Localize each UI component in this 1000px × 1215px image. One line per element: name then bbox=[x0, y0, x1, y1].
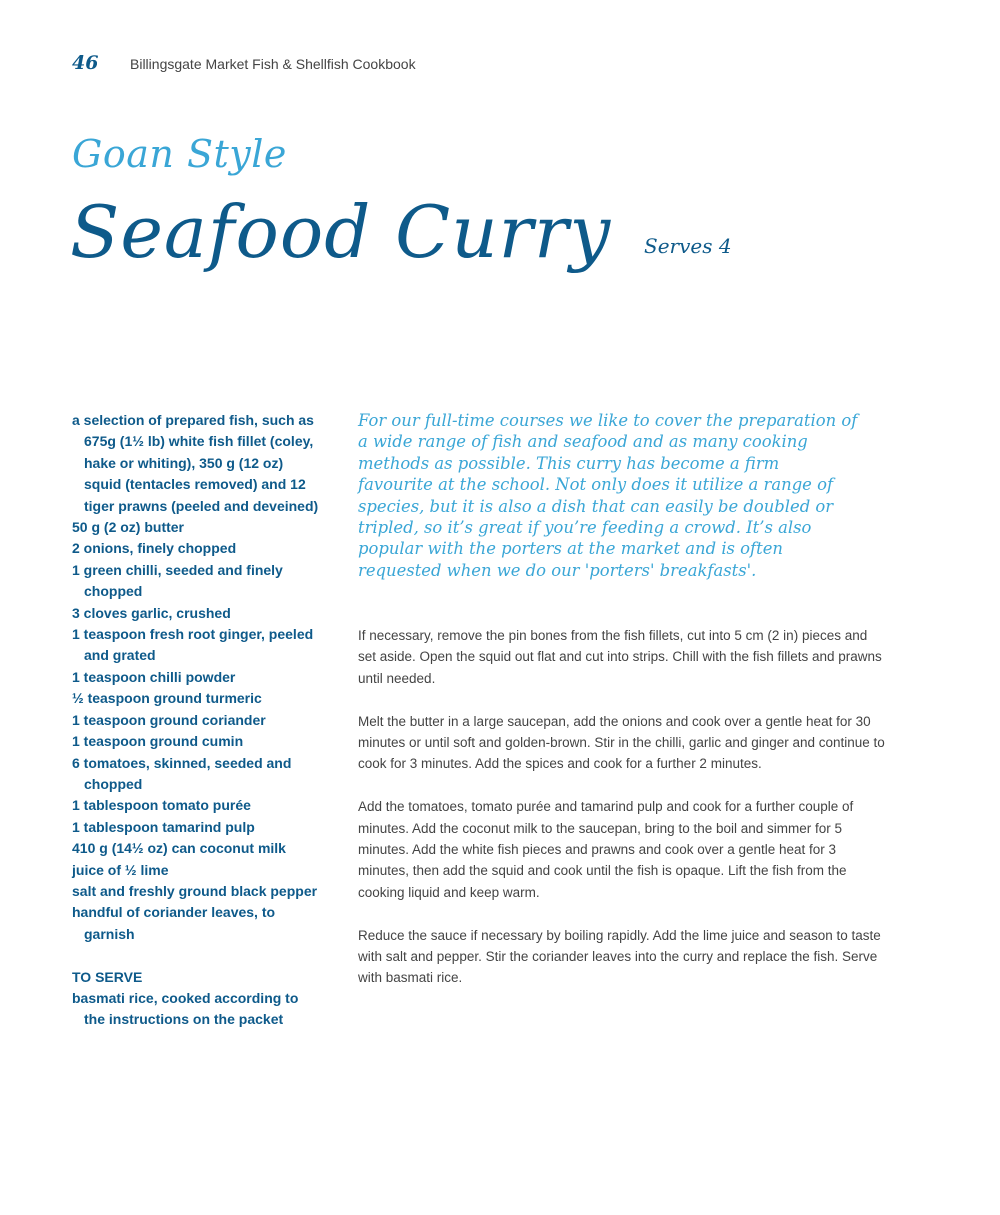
ingredient-item: 1 teaspoon ground cumin bbox=[72, 733, 244, 750]
ingredient-item: 1 tablespoon tomato purée bbox=[72, 797, 251, 814]
to-serve-heading: TO SERVE bbox=[72, 968, 143, 985]
ingredient-item: salt and freshly ground black pepper bbox=[72, 882, 318, 899]
method-steps bbox=[358, 625, 888, 1010]
ingredient-item: 2 onions, finely chopped bbox=[72, 540, 237, 557]
to-serve-item: basmati rice, cooked according to the instructions on the packet bbox=[72, 989, 299, 1028]
ingredient-item: a selection of prepared fish, such as 675g (1½ lb) white fish fillet (coley, hake or whiting), 350 g (12 oz) squid (tentacles removed) and 12 tiger prawns (peeled and deveined) bbox=[72, 412, 319, 514]
ingredient-item: juice of ½ lime bbox=[72, 861, 169, 878]
method-step: If necessary, remove the pin bones from the fish fillets, cut into 5 cm (2 in) pieces and set aside. Open the squid out flat and cut into strips. Chill with the fish fillets and prawns until needed. bbox=[358, 628, 882, 686]
ingredient-item: 1 green chilli, seeded and finely chopped bbox=[72, 561, 283, 600]
page-header bbox=[72, 52, 416, 76]
ingredient-item: 3 cloves garlic, crushed bbox=[72, 604, 231, 621]
method-step: Melt the butter in a large saucepan, add the onions and cook over a gentle heat for 30 minutes or until soft and golden-brown. Stir in the chilli, garlic and ginger and continue to cook for 3 minutes. Add the spices and cook for a further 2 minutes. bbox=[358, 713, 885, 772]
ingredient-item: 1 teaspoon ground coriander bbox=[72, 711, 266, 728]
list-spacer bbox=[72, 945, 322, 966]
recipe-subtitle: Goan Style bbox=[72, 132, 287, 176]
ingredient-item: 6 tomatoes, skinned, seeded and chopped bbox=[72, 754, 292, 792]
ingredient-item: 1 teaspoon fresh root ginger, peeled and grated bbox=[72, 626, 314, 664]
page-number: 46 bbox=[72, 52, 99, 74]
ingredient-item: 1 teaspoon chilli powder bbox=[72, 668, 236, 685]
book-title: Billingsgate Market Fish & Shellfish Cookbook bbox=[130, 56, 416, 72]
method-step: Add the tomatoes, tomato purée and tamarind pulp and cook for a further couple of minutes. Add the coconut milk to the saucepan, bring to the boil and simmer for 5 minutes. Add the white fish pieces and prawns and cook over a gentle heat for 3 minutes, then add the squid and cook until the fish is opaque. Lift the fish from the cooking liquid and keep warm. bbox=[358, 799, 854, 900]
ingredient-list bbox=[72, 410, 322, 1031]
ingredient-item: 1 tablespoon tamarind pulp bbox=[72, 818, 255, 835]
recipe-title: Seafood Curry bbox=[70, 190, 612, 274]
recipe-intro: For our full-time courses we like to cover the preparation of a wide range of fish and seafood and as many cooking methods as possible. This curry has become a firm favourite at the school. Not only does it utilize a range of species, but it is also a dish that can easily be doubled or tripled, so it’s great if you’re feeding a crowd. It’s also popular with the porters at the market and is often requested when we do our 'porters' breakfasts'. bbox=[358, 411, 858, 580]
serves-label: Serves 4 bbox=[644, 234, 732, 258]
ingredient-item: 410 g (14½ oz) can coconut milk bbox=[72, 840, 286, 857]
ingredient-item: 50 g (2 oz) butter bbox=[72, 519, 185, 536]
ingredient-item: ½ teaspoon ground turmeric bbox=[72, 690, 262, 707]
ingredient-item: handful of coriander leaves, to garnish bbox=[72, 904, 276, 942]
method-step: Reduce the sauce if necessary by boiling rapidly. Add the lime juice and season to taste with salt and pepper. Stir the coriander leaves into the curry and replace the fish. Serve with basmati rice. bbox=[358, 927, 881, 986]
